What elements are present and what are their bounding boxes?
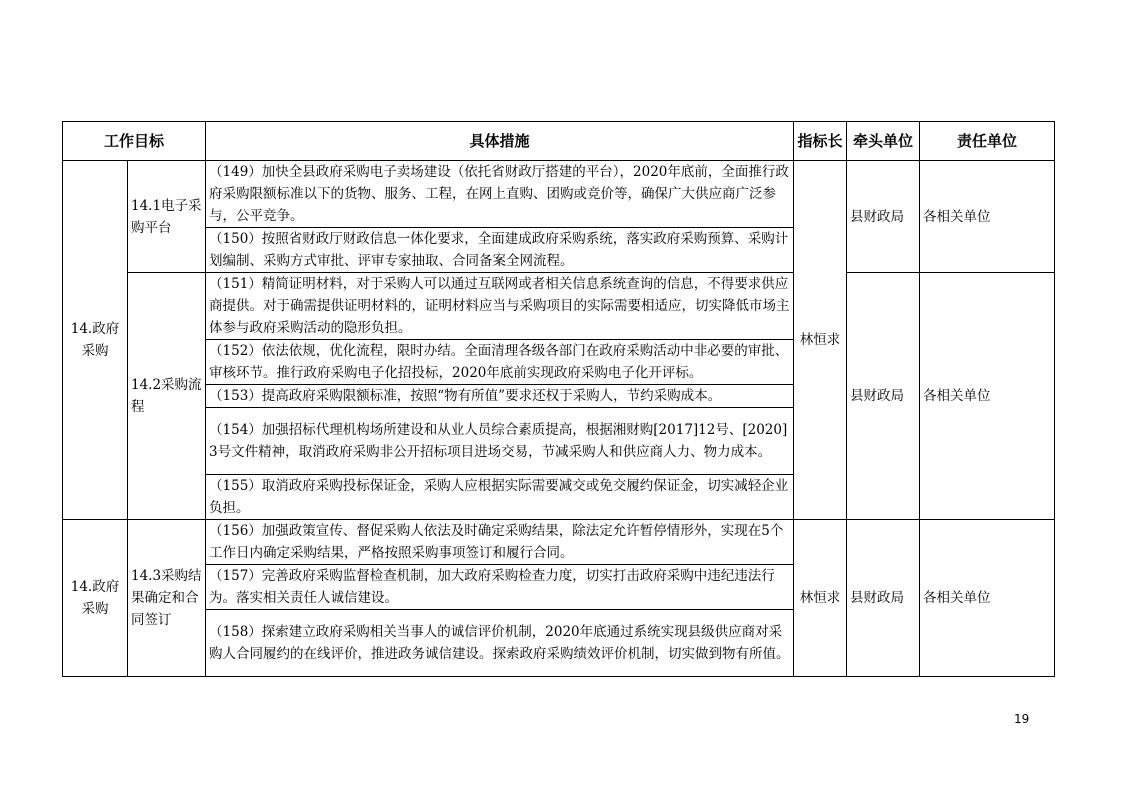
measure-cell: （153）提高政府采购限额标准，按照“物有所值”要求还权于采购人，节约采购成本。: [206, 385, 794, 408]
measure-cell: （154）加强招标代理机构场所建设和从业人员综合素质提高，根据湘财购[2017]12号、[2020]3号文件精神，取消政府采购非公开招标项目进场交易，节减采购人和供应商人力、物力成本。: [206, 408, 794, 475]
table-header-row: [63, 122, 1055, 161]
header-indicator-lead: 指标长: [794, 122, 847, 161]
sub-goal-cell: 14.2采购流程: [128, 273, 206, 520]
lead-unit-cell: 县财政局: [847, 520, 920, 677]
sub-goal-cell: 14.3采购结果确定和合同签订: [128, 520, 206, 677]
indicator-lead-cell: 林恒求: [794, 161, 847, 520]
sub-goal-cell: 14.1电子采购平台: [128, 161, 206, 273]
lead-unit-cell: 县财政局: [847, 273, 920, 520]
responsible-unit-cell: 各相关单位: [920, 273, 1055, 520]
procurement-table: [62, 121, 1055, 677]
measure-cell: （151）精简证明材料，对于采购人可以通过互联网或者相关信息系统查询的信息，不得要求供应商提供。对于确需提供证明材料的，证明材料应当与采购项目的实际需要相适应，切实降低市场主体参与政府采购活动的隐形负担。: [206, 273, 794, 340]
measure-cell: （155）取消政府采购投标保证金，采购人应根据实际需要减交或免交履约保证金，切实减轻企业负担。: [206, 475, 794, 520]
measure-cell: （156）加强政策宣传、督促采购人依法及时确定采购结果，除法定允许暂停情形外，实现在5个工作日内确定采购结果，严格按照采购事项签订和履行合同。: [206, 520, 794, 565]
header-lead-unit: 牵头单位: [847, 122, 920, 161]
goal-cell: 14.政府采购: [63, 520, 128, 677]
table-row: [63, 520, 1055, 565]
measure-cell: （152）依法依规，优化流程，限时办结。全面清理各级各部门在政府采购活动中非必要的审批、审核环节。推行政府采购电子化招投标，2020年底前实现政府采购电子化开评标。: [206, 340, 794, 385]
indicator-lead-cell: 林恒求: [794, 520, 847, 677]
measure-cell: （150）按照省财政厅财政信息一体化要求，全面建成政府采购系统，落实政府采购预算、采购计划编制、采购方式审批、评审专家抽取、合同备案全网流程。: [206, 228, 794, 273]
header-responsible-unit: 责任单位: [920, 122, 1055, 161]
responsible-unit-cell: 各相关单位: [920, 161, 1055, 273]
measure-cell: （158）探索建立政府采购相关当事人的诚信评价机制，2020年底通过系统实现县级供应商对采购人合同履约的在线评价，推进政务诚信建设。探索政府采购绩效评价机制，切实做到物有所值。: [206, 610, 794, 677]
page-number: 19: [1014, 712, 1030, 726]
responsible-unit-cell: 各相关单位: [920, 520, 1055, 677]
measure-cell: （149）加快全县政府采购电子卖场建设（依托省财政厅搭建的平台），2020年底前，全面推行政府采购限额标准以下的货物、服务、工程，在网上直购、团购或竞价等，确保广大供应商广泛参与，公平竞争。: [206, 161, 794, 228]
goal-cell: 14.政府采购: [63, 161, 128, 520]
lead-unit-cell: 县财政局: [847, 161, 920, 273]
table-row: [63, 161, 1055, 228]
header-measures: 具体措施: [206, 122, 794, 161]
table-row: [63, 273, 1055, 340]
header-goal: 工作目标: [63, 122, 206, 161]
measure-cell: （157）完善政府采购监督检查机制，加大政府采购检查力度，切实打击政府采购中违纪违法行为。落实相关责任人诚信建设。: [206, 565, 794, 610]
